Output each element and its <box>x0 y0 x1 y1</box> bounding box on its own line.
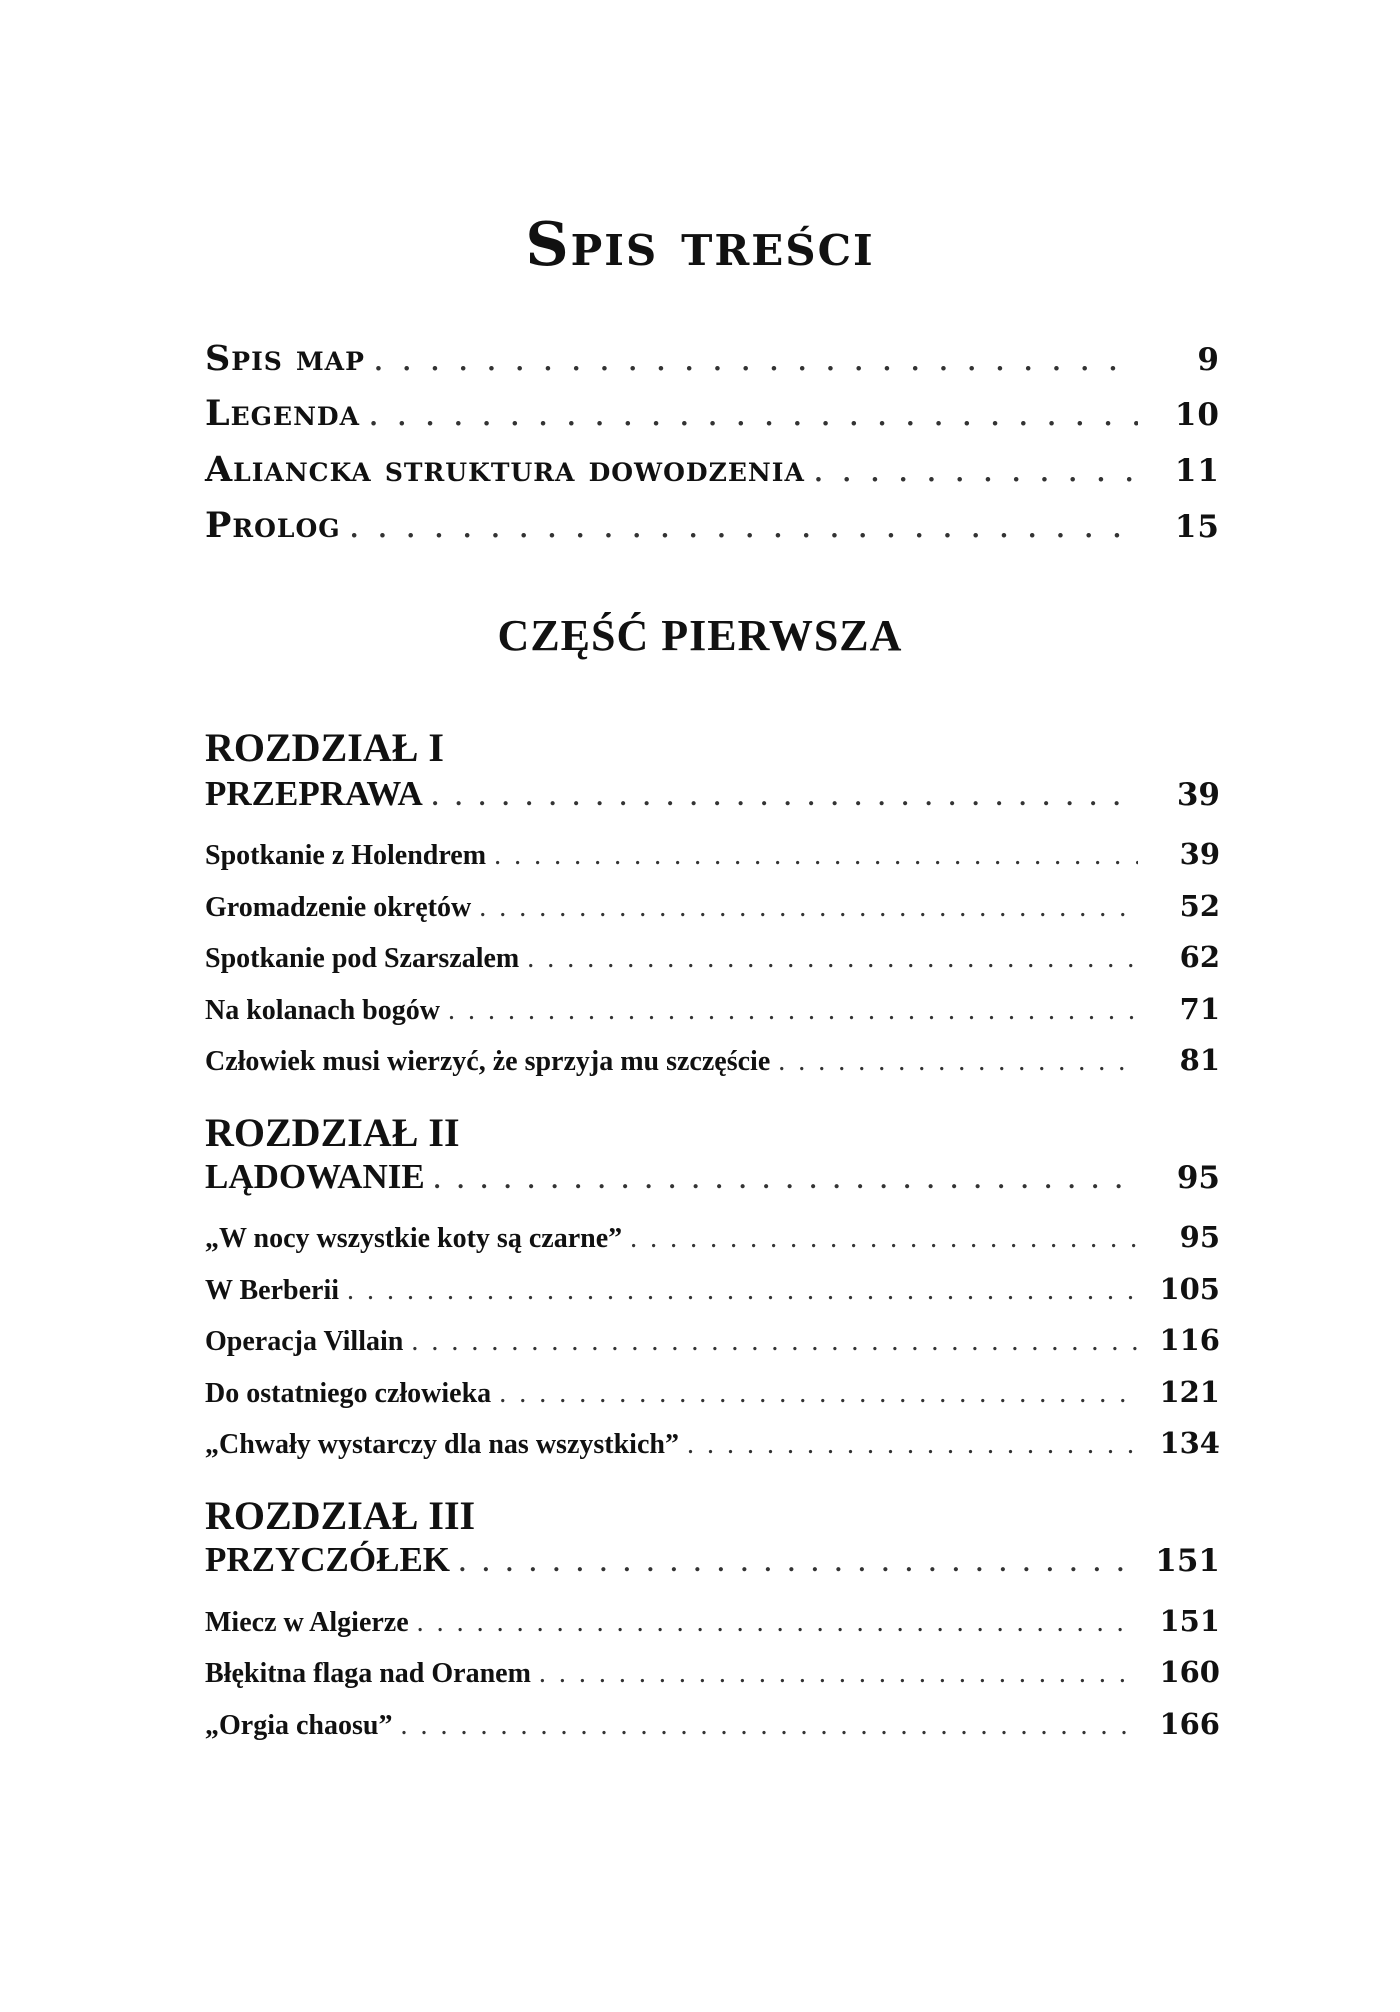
section-label: „Orgia chaosu” <box>205 1710 393 1741</box>
section-label: W Berberii <box>205 1275 340 1306</box>
section-page: 151 <box>1159 1604 1220 1638</box>
section-entry[interactable] <box>205 1272 1220 1307</box>
dot-leader <box>630 1223 1138 1255</box>
toc-entry-legenda[interactable] <box>205 393 1220 434</box>
section-page: 121 <box>1159 1375 1220 1409</box>
part-title: CZĘŚĆ PIERWSZA <box>497 611 903 660</box>
section-entry[interactable] <box>205 1426 1220 1461</box>
section-page: 105 <box>1159 1272 1220 1306</box>
toc-entry-page: 9 <box>1197 342 1220 378</box>
toc-entry-prolog[interactable] <box>205 505 1220 546</box>
toc-entry-label: Aliancka struktura dowodzenia <box>205 449 805 490</box>
chapter-title-label: PRZEPRAWA <box>205 774 423 813</box>
toc-entry-page: 10 <box>1174 397 1220 433</box>
toc-entry-label: Spis map <box>205 338 365 379</box>
section-label: Spotkanie z Holendrem <box>205 840 487 871</box>
chapter-title-entry[interactable] <box>205 1540 1220 1580</box>
section-label: „Chwały wystarczy dla nas wszystkich” <box>205 1429 679 1460</box>
dot-leader <box>347 1275 1138 1307</box>
section-label: „W nocy wszystkie koty są czarne” <box>205 1223 623 1254</box>
toc-entry-page: 151 <box>1155 1543 1220 1579</box>
dot-leader <box>349 506 1138 546</box>
section-page: 116 <box>1159 1323 1220 1357</box>
toc-entry-spis-map[interactable] <box>205 338 1220 379</box>
toc-entry-label: Legenda <box>205 393 360 434</box>
section-page: 166 <box>1159 1707 1220 1741</box>
section-entry[interactable] <box>205 940 1220 975</box>
dot-leader <box>368 394 1138 434</box>
toc-entry-page: 11 <box>1174 453 1220 489</box>
section-page: 134 <box>1159 1426 1220 1460</box>
page-title: Spis treści <box>525 210 875 280</box>
section-page: 95 <box>1179 1220 1220 1254</box>
section-page: 160 <box>1159 1655 1220 1689</box>
dot-leader <box>527 943 1138 975</box>
section-entry[interactable] <box>205 1655 1220 1690</box>
section-entry[interactable] <box>205 1220 1220 1255</box>
section-page: 81 <box>1179 1043 1220 1077</box>
dot-leader <box>400 1710 1138 1742</box>
section-entry[interactable] <box>205 1604 1220 1639</box>
section-page: 39 <box>1179 837 1220 871</box>
chapter-heading: ROZDZIAŁ I <box>205 725 444 770</box>
section-entry[interactable] <box>205 837 1220 872</box>
section-entry[interactable] <box>205 1323 1220 1358</box>
dot-leader <box>687 1429 1138 1461</box>
dot-leader <box>411 1326 1138 1358</box>
chapter-title-entry[interactable] <box>205 774 1220 814</box>
section-entry[interactable] <box>205 889 1220 924</box>
dot-leader <box>448 995 1138 1027</box>
section-page: 52 <box>1179 889 1220 923</box>
dot-leader <box>813 450 1138 490</box>
toc-entry-aliancka-struktura[interactable] <box>205 449 1220 490</box>
section-page: 71 <box>1179 992 1220 1026</box>
section-entry[interactable] <box>205 1375 1220 1410</box>
section-label: Gromadzenie okrętów <box>205 892 472 923</box>
toc-entry-page: 95 <box>1176 1160 1220 1196</box>
section-label: Spotkanie pod Szarszalem <box>205 943 520 974</box>
dot-leader <box>431 774 1138 814</box>
section-entry[interactable] <box>205 992 1220 1027</box>
dot-leader <box>373 339 1138 379</box>
chapter-title-label: PRZYCZÓŁEK <box>205 1540 451 1579</box>
section-label: Błękitna flaga nad Oranem <box>205 1658 531 1689</box>
toc-entry-page: 39 <box>1176 777 1220 813</box>
chapter-title-label: LĄDOWANIE <box>205 1157 425 1196</box>
section-label: Operacja Villain <box>205 1326 404 1357</box>
chapter-heading: ROZDZIAŁ II <box>205 1110 460 1155</box>
dot-leader <box>778 1046 1138 1078</box>
section-page: 62 <box>1179 940 1220 974</box>
dot-leader <box>499 1378 1138 1410</box>
dot-leader <box>494 840 1138 872</box>
section-entry[interactable] <box>205 1043 1220 1078</box>
section-label: Do ostatniego człowieka <box>205 1378 492 1409</box>
chapter-title-entry[interactable] <box>205 1157 1220 1197</box>
dot-leader <box>479 892 1138 924</box>
toc-entry-page: 15 <box>1174 509 1220 545</box>
section-label: Człowiek musi wierzyć, że sprzyja mu szczęście <box>205 1046 771 1077</box>
chapter-heading: ROZDZIAŁ III <box>205 1493 476 1538</box>
section-label: Na kolanach bogów <box>205 995 440 1026</box>
toc-entry-label: Prolog <box>205 505 341 546</box>
dot-leader <box>458 1540 1138 1580</box>
dot-leader <box>539 1658 1138 1690</box>
section-entry[interactable] <box>205 1707 1220 1742</box>
dot-leader <box>417 1607 1138 1639</box>
section-label: Miecz w Algierze <box>205 1607 409 1638</box>
dot-leader <box>433 1157 1138 1197</box>
